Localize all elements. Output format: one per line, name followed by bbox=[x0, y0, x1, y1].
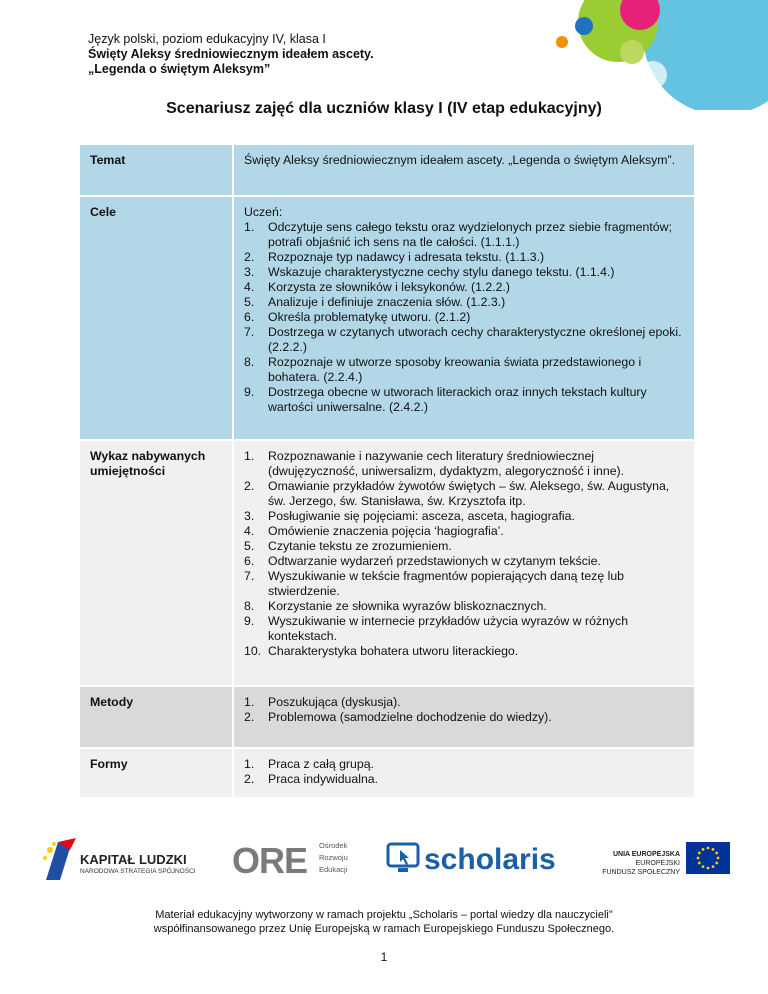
list-item-number: 2. bbox=[244, 772, 255, 786]
metody-list bbox=[244, 695, 684, 725]
header-line-1: Język polski, poziom edukacyjny IV, klasa I bbox=[88, 32, 326, 46]
list-item-text: Wskazuje charakterystyczne cechy stylu danego tekstu. (1.1.4.) bbox=[268, 265, 615, 279]
row-label: Cele bbox=[80, 197, 232, 439]
list-item-number: 4. bbox=[244, 524, 255, 538]
list-item-number: 1. bbox=[244, 220, 255, 234]
umiejetnosci-list bbox=[244, 449, 684, 659]
table-row-umiejetnosci bbox=[80, 441, 694, 685]
list-item-number: 5. bbox=[244, 539, 255, 553]
list-item bbox=[244, 599, 684, 614]
formy-list bbox=[244, 757, 684, 787]
list-item bbox=[244, 644, 684, 659]
list-item-text: Odczytuje sens całego tekstu oraz wydzielonych przez siebie fragmentów; potrafi objaśnić ich sens na tle całości. (1.1.1.) bbox=[268, 220, 672, 249]
logo-bar bbox=[40, 836, 730, 886]
decorative-bubbles bbox=[528, 0, 768, 110]
list-item-text: Rozpoznaje w utworze sposoby kreowania świata przedstawionego i bohatera. (2.2.4.) bbox=[268, 355, 642, 384]
list-item-text: Dostrzega w czytanych utworach cechy charakterystyczne określonej epoki. (2.2.2.) bbox=[268, 325, 682, 354]
eu-star bbox=[707, 847, 710, 850]
ue-line-2: FUNDUSZ SPOŁECZNY bbox=[602, 869, 680, 876]
eu-star bbox=[717, 857, 720, 860]
list-item-text: Odtwarzanie wydarzeń przedstawionych w czytanym tekście. bbox=[268, 554, 601, 568]
eu-star bbox=[698, 862, 701, 865]
ore-caption-line-2: Rozwoju bbox=[319, 853, 348, 862]
list-item-text: Rozpoznaje typ nadawcy i adresata tekstu. (1.1.3.) bbox=[268, 250, 545, 264]
list-item-text: Korzystanie ze słownika wyrazów bliskoznacznych. bbox=[268, 599, 547, 613]
row-content bbox=[234, 197, 694, 439]
list-item bbox=[244, 310, 684, 325]
list-item bbox=[244, 524, 684, 539]
row-content bbox=[234, 687, 694, 747]
list-item bbox=[244, 449, 684, 479]
list-item-number: 4. bbox=[244, 280, 255, 294]
ore-caption bbox=[319, 840, 348, 876]
footer bbox=[0, 908, 768, 936]
list-item-text: Korzysta ze słowników i leksykonów. (1.2.2.) bbox=[268, 280, 510, 294]
list-item-number: 9. bbox=[244, 614, 255, 628]
row-content bbox=[234, 749, 694, 797]
list-item-number: 3. bbox=[244, 265, 255, 279]
eu-star bbox=[702, 848, 705, 851]
footer-line-2: współfinansowanego przez Unię Europejską w ramach Europejskiego Funduszu Społecznego. bbox=[153, 923, 615, 935]
kapital-ludzki-flag-icon bbox=[40, 836, 80, 882]
list-item-text: Omówienie znaczenia pojęcia ‘hagiografia’. bbox=[268, 524, 504, 538]
list-item bbox=[244, 385, 684, 415]
list-item-text: Wyszukiwanie w internecie przykładów użycia wyrazów w różnych kontekstach. bbox=[268, 614, 629, 643]
list-item-number: 9. bbox=[244, 385, 255, 399]
list-item bbox=[244, 295, 684, 310]
list-item-text: Czytanie tekstu ze zrozumieniem. bbox=[268, 539, 452, 553]
list-item-number: 5. bbox=[244, 295, 255, 309]
list-item-number: 6. bbox=[244, 554, 255, 568]
list-item bbox=[244, 280, 684, 295]
list-item-number: 1. bbox=[244, 695, 255, 709]
cele-list bbox=[244, 220, 684, 415]
eu-star bbox=[715, 862, 718, 865]
list-item-number: 7. bbox=[244, 569, 255, 583]
ore-caption-line-3: Edukacji bbox=[319, 865, 348, 874]
header-line-3: „Legenda o świętym Aleksym” bbox=[88, 62, 271, 76]
list-item-text: Posługiwanie się pojęciami: asceza, asceta, hagiografia. bbox=[268, 509, 575, 523]
kapital-ludzki-subtitle: NARODOWA STRATEGIA SPÓJNOŚCI bbox=[80, 868, 196, 875]
list-item bbox=[244, 554, 684, 569]
list-item bbox=[244, 757, 684, 772]
header-line-2: Święty Aleksy średniowiecznym ideałem ascety. bbox=[88, 47, 374, 61]
list-item bbox=[244, 614, 684, 644]
list-item bbox=[244, 695, 684, 710]
list-item bbox=[244, 325, 684, 355]
list-item-number: 2. bbox=[244, 710, 255, 724]
scholaris-monitor-icon bbox=[386, 842, 422, 876]
list-item-text: Praca z całą grupą. bbox=[268, 757, 374, 771]
eu-flag-icon bbox=[686, 842, 730, 874]
list-item-number: 2. bbox=[244, 250, 255, 264]
table-row-metody bbox=[80, 687, 694, 747]
lesson-table bbox=[78, 143, 696, 799]
list-item-text: Omawianie przykładów żywotów świętych – św. Aleksego, św. Augustyna, św. Jerzego, św. Stanisława, św. Krzysztofa itp. bbox=[268, 479, 670, 508]
ue-line-1: EUROPEJSKI bbox=[635, 860, 680, 867]
document-header bbox=[88, 32, 374, 77]
table-row-temat bbox=[80, 145, 694, 195]
kapital-ludzki-title: KAPITAŁ LUDZKI bbox=[80, 852, 187, 867]
ue-title: UNIA EUROPEJSKA bbox=[612, 851, 680, 858]
list-item-text: Problemowa (samodzielne dochodzenie do wiedzy). bbox=[268, 710, 552, 724]
row-label: Metody bbox=[80, 687, 232, 747]
row-content bbox=[234, 441, 694, 685]
list-item-text: Charakterystyka bohatera utworu literackiego. bbox=[268, 644, 519, 658]
eu-star bbox=[715, 852, 718, 855]
list-item-text: Praca indywidualna. bbox=[268, 772, 379, 786]
list-item-text: Wyszukiwanie w tekście fragmentów popierających daną tezę lub stwierdzenie. bbox=[268, 569, 624, 598]
cele-intro: Uczeń: bbox=[244, 205, 283, 219]
list-item-text: Określa problematykę utworu. (2.1.2) bbox=[268, 310, 471, 324]
ore-caption-line-1: Ośrodek bbox=[319, 841, 348, 850]
list-item bbox=[244, 355, 684, 385]
list-item-number: 3. bbox=[244, 509, 255, 523]
table-row-cele bbox=[80, 197, 694, 439]
eu-star bbox=[697, 857, 700, 860]
list-item-number: 8. bbox=[244, 599, 255, 613]
list-item bbox=[244, 220, 684, 250]
page-number: 1 bbox=[380, 950, 388, 964]
row-label: Formy bbox=[80, 749, 232, 797]
list-item-number: 6. bbox=[244, 310, 255, 324]
list-item-number: 10. bbox=[244, 644, 262, 658]
eu-star bbox=[712, 865, 715, 868]
table-row-formy bbox=[80, 749, 694, 797]
list-item-number: 1. bbox=[244, 449, 255, 463]
list-item-text: Analizuje i definiuje znaczenia słów. (1.2.3.) bbox=[268, 295, 506, 309]
list-item bbox=[244, 250, 684, 265]
row-label: Temat bbox=[80, 145, 232, 195]
list-item bbox=[244, 265, 684, 280]
list-item bbox=[244, 772, 684, 787]
list-item-number: 2. bbox=[244, 479, 255, 493]
footer-line-1: Materiał edukacyjny wytworzony w ramach projektu „Scholaris – portal wiedzy dla nauczycieli" bbox=[155, 909, 613, 921]
list-item-text: Rozpoznawanie i nazywanie cech literatury średniowiecznej (dwujęzyczność, uniwersalizm, dydaktyzm, alegoryczność i inne). bbox=[268, 449, 625, 478]
list-item-number: 8. bbox=[244, 355, 255, 369]
ue-caption bbox=[590, 850, 680, 877]
eu-star bbox=[707, 867, 710, 870]
eu-star bbox=[702, 865, 705, 868]
row-content: Święty Aleksy średniowiecznym ideałem ascety. „Legenda o świętym Aleksym”. bbox=[234, 145, 694, 195]
eu-star bbox=[712, 848, 715, 851]
list-item-text: Poszukująca (dyskusja). bbox=[268, 695, 401, 709]
scholaris-logo: scholaris bbox=[424, 843, 556, 876]
list-item bbox=[244, 710, 684, 725]
page-title: Scenariusz zajęć dla uczniów klasy I (IV etap edukacyjny) bbox=[166, 100, 602, 117]
row-label: Wykaz nabywanych umiejętności bbox=[80, 441, 232, 685]
list-item bbox=[244, 569, 684, 599]
list-item bbox=[244, 539, 684, 554]
list-item-number: 1. bbox=[244, 757, 255, 771]
eu-star bbox=[698, 852, 701, 855]
list-item bbox=[244, 509, 684, 524]
list-item-text: Dostrzega obecne w utworach literackich oraz innych tekstach kultury wartości uniwersalne. (2.4.2.) bbox=[268, 385, 647, 414]
list-item bbox=[244, 479, 684, 509]
list-item-number: 7. bbox=[244, 325, 255, 339]
ore-logo: ORE bbox=[232, 840, 308, 881]
